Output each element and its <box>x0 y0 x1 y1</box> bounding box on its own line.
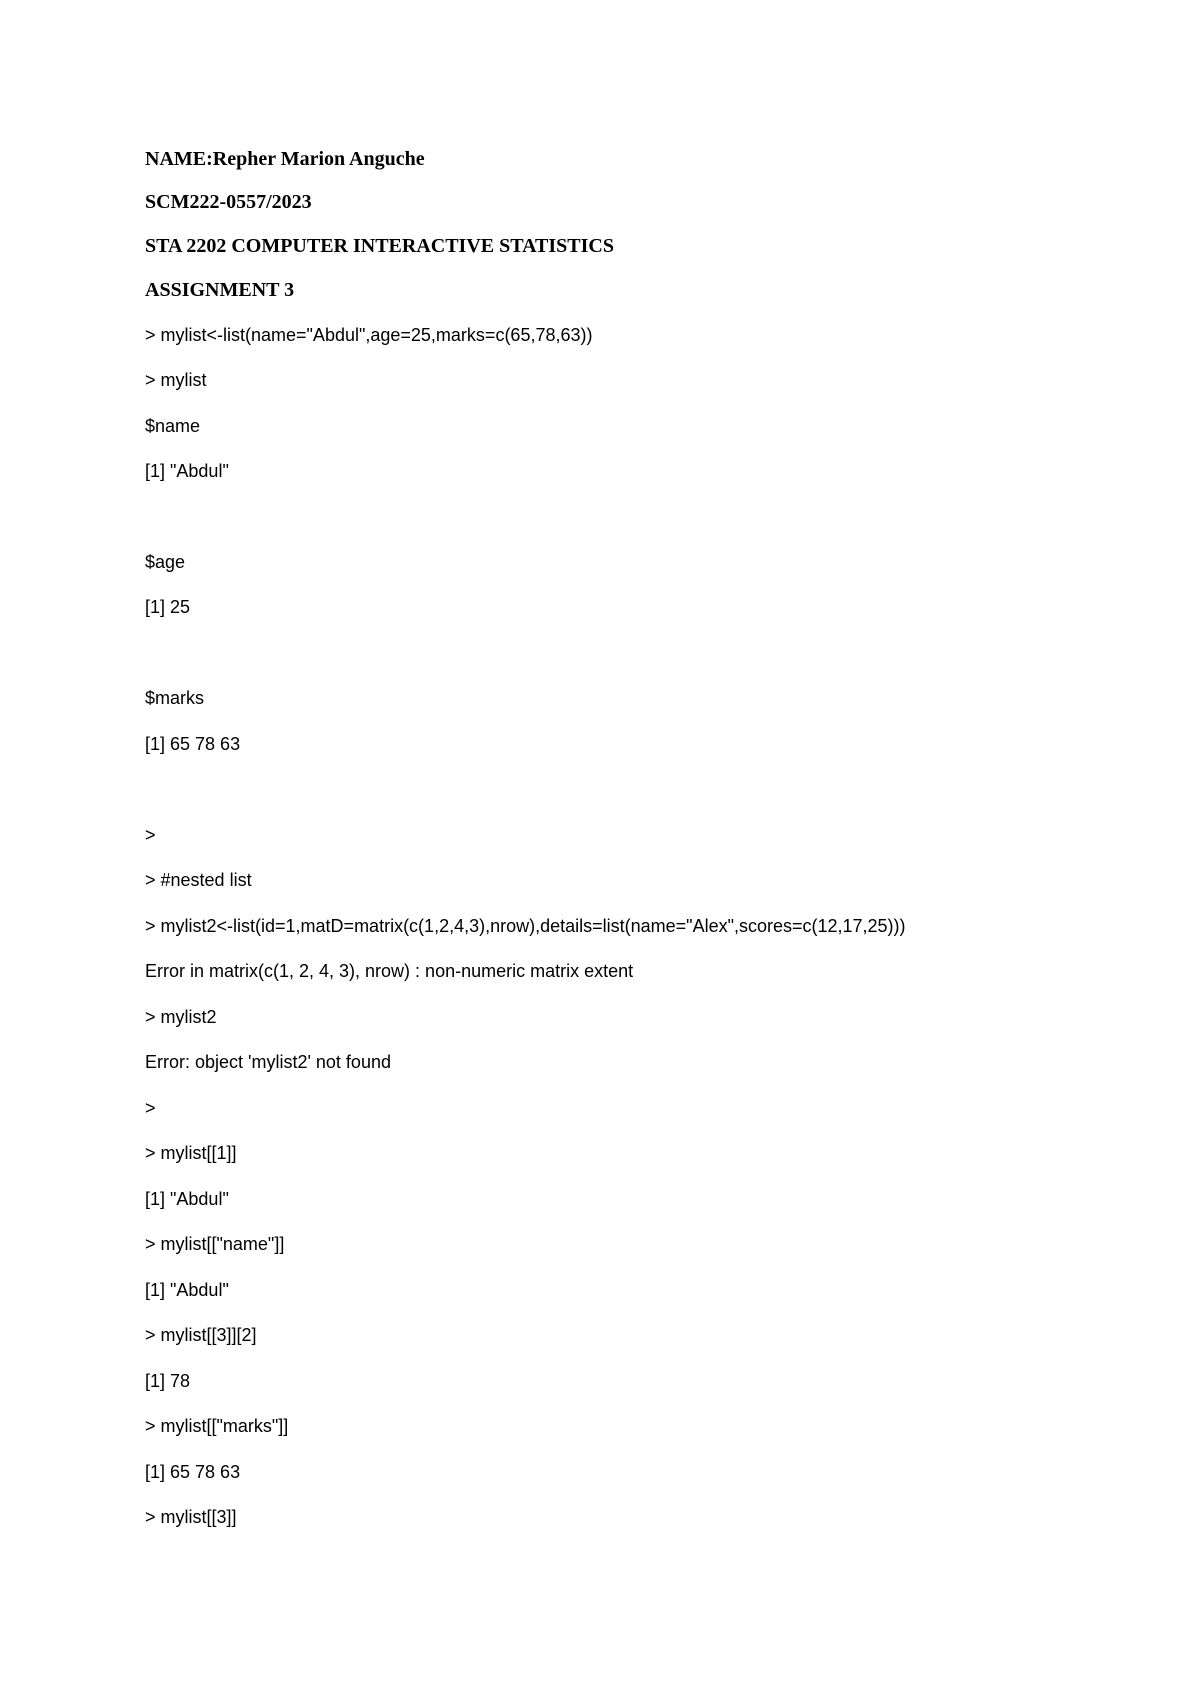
console-line: > mylist[["marks"]] <box>145 1416 289 1436</box>
console-line: [1] 25 <box>145 597 191 617</box>
console-line: [1] 65 78 63 <box>145 734 241 754</box>
course-title: STA 2202 COMPUTER INTERACTIVE STATISTICS <box>145 235 614 257</box>
console-line: [1] 78 <box>145 1371 191 1391</box>
assignment-title: ASSIGNMENT 3 <box>145 279 295 301</box>
console-line: > mylist2<-list(id=1,matD=matrix(c(1,2,4,3),nrow),details=list(name="Alex",scores=c(12,17,25))) <box>145 916 906 936</box>
console-line: > mylist[[3]][2] <box>145 1325 257 1345</box>
console-line: > mylist[[1]] <box>145 1143 237 1163</box>
console-line: [1] "Abdul" <box>145 1189 229 1209</box>
error-line: Error: object 'mylist2' not found <box>145 1052 391 1072</box>
console-line: > #nested list <box>145 870 252 890</box>
console-line: > <box>145 1098 156 1118</box>
console-line: > mylist<-list(name="Abdul",age=25,marks=c(65,78,63)) <box>145 325 593 345</box>
console-line: [1] 65 78 63 <box>145 1462 241 1482</box>
console-line: > <box>145 825 156 845</box>
student-name: NAME:Repher Marion Anguche <box>145 148 425 170</box>
console-line: $age <box>145 552 186 572</box>
console-line: [1] "Abdul" <box>145 461 229 481</box>
console-line: > mylist2 <box>145 1007 217 1027</box>
console-line: $name <box>145 416 201 436</box>
console-line: > mylist[["name"]] <box>145 1234 285 1254</box>
console-line: [1] "Abdul" <box>145 1280 229 1300</box>
console-line: > mylist[[3]] <box>145 1507 237 1527</box>
console-line: > mylist <box>145 370 207 390</box>
console-line: $marks <box>145 688 205 708</box>
error-line: Error in matrix(c(1, 2, 4, 3), nrow) : non-numeric matrix extent <box>145 961 634 981</box>
registration-number: SCM222-0557/2023 <box>145 191 312 213</box>
